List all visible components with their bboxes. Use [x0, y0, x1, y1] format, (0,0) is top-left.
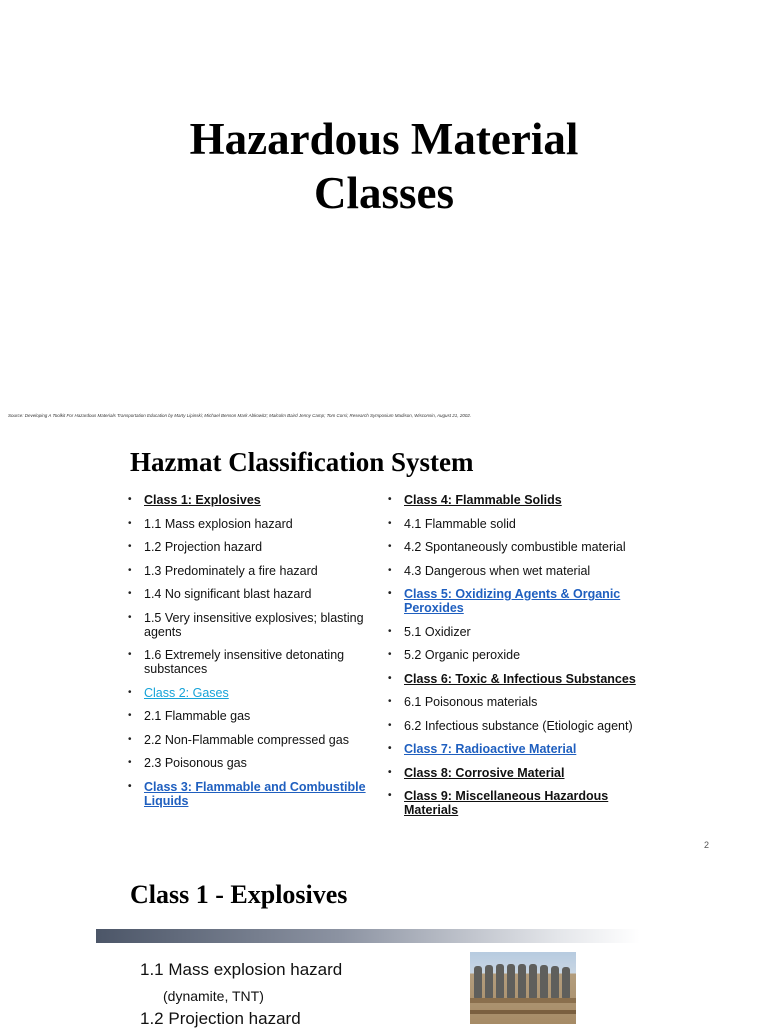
title-line-2: Classes	[313, 168, 454, 218]
class-heading: • Class 1: Explosives	[128, 493, 378, 507]
list-item: • 1.3 Predominately a fire hazard	[128, 564, 378, 578]
class-heading[interactable]: • Class 3: Flammable and Combustible Liquids	[128, 780, 378, 808]
class-heading: • Class 9: Miscellaneous Hazardous Materials	[388, 789, 638, 817]
list-item: • 4.3 Dangerous when wet material	[388, 564, 638, 578]
explosive-item-1-1: 1.1 Mass explosion hazard	[140, 960, 343, 979]
class-heading: • Class 6: Toxic & Infectious Substances	[388, 672, 638, 686]
slide-3-title: Class 1 - Explosives	[130, 880, 348, 909]
list-item: • 2.2 Non-Flammable compressed gas	[128, 733, 378, 747]
list-item: • 4.1 Flammable solid	[388, 517, 638, 531]
list-item: • 6.1 Poisonous materials	[388, 695, 638, 709]
list-item: • 1.4 No significant blast hazard	[128, 587, 378, 601]
right-class-list	[388, 493, 638, 827]
class-heading: • Class 4: Flammable Solids	[388, 493, 638, 507]
list-item: • 1.2 Projection hazard	[128, 540, 378, 554]
explosive-item-1-2: 1.2 Projection hazard	[140, 1009, 301, 1028]
slide-2-title: Hazmat Classification System	[130, 447, 474, 477]
list-item: • 5.2 Organic peroxide	[388, 648, 638, 662]
list-item: • 6.2 Infectious substance (Etiologic agent)	[388, 719, 638, 733]
explosive-example: (dynamite, TNT)	[163, 988, 264, 1004]
page-number: 2	[704, 840, 710, 850]
list-item: • 1.6 Extremely insensitive detonating substances	[128, 648, 378, 676]
list-item: • 2.3 Poisonous gas	[128, 756, 378, 770]
list-item: • 1.1 Mass explosion hazard	[128, 517, 378, 531]
list-item: • 5.1 Oxidizer	[388, 625, 638, 639]
class-heading[interactable]: • Class 2: Gases	[128, 686, 378, 700]
source-citation: Source: Developing A Toolkit For Hazardous Materials Transportation Education by Marty Lipinski; Michael Benson Mark Abkowitz; Malcolm Baird Jenny Camp; Tom Corsi; Research Symposium Madison, Wisconsin, August 21, 2002.	[8, 413, 472, 418]
list-item: • 2.1 Flammable gas	[128, 709, 378, 723]
title-gradient-bar	[96, 929, 640, 943]
title-line-1: Hazardous Material	[189, 114, 579, 164]
class-heading[interactable]: • Class 5: Oxidizing Agents & Organic Peroxides	[388, 587, 638, 615]
slide-title	[0, 112, 768, 220]
class-heading[interactable]: • Class 7: Radioactive Material	[388, 742, 638, 756]
explosives-photo	[470, 952, 576, 1024]
list-item: • 4.2 Spontaneously combustible material	[388, 540, 638, 554]
class-heading: • Class 8: Corrosive Material	[388, 766, 638, 780]
list-item: • 1.5 Very insensitive explosives; blasting agents	[128, 611, 378, 639]
left-class-list	[128, 493, 378, 817]
